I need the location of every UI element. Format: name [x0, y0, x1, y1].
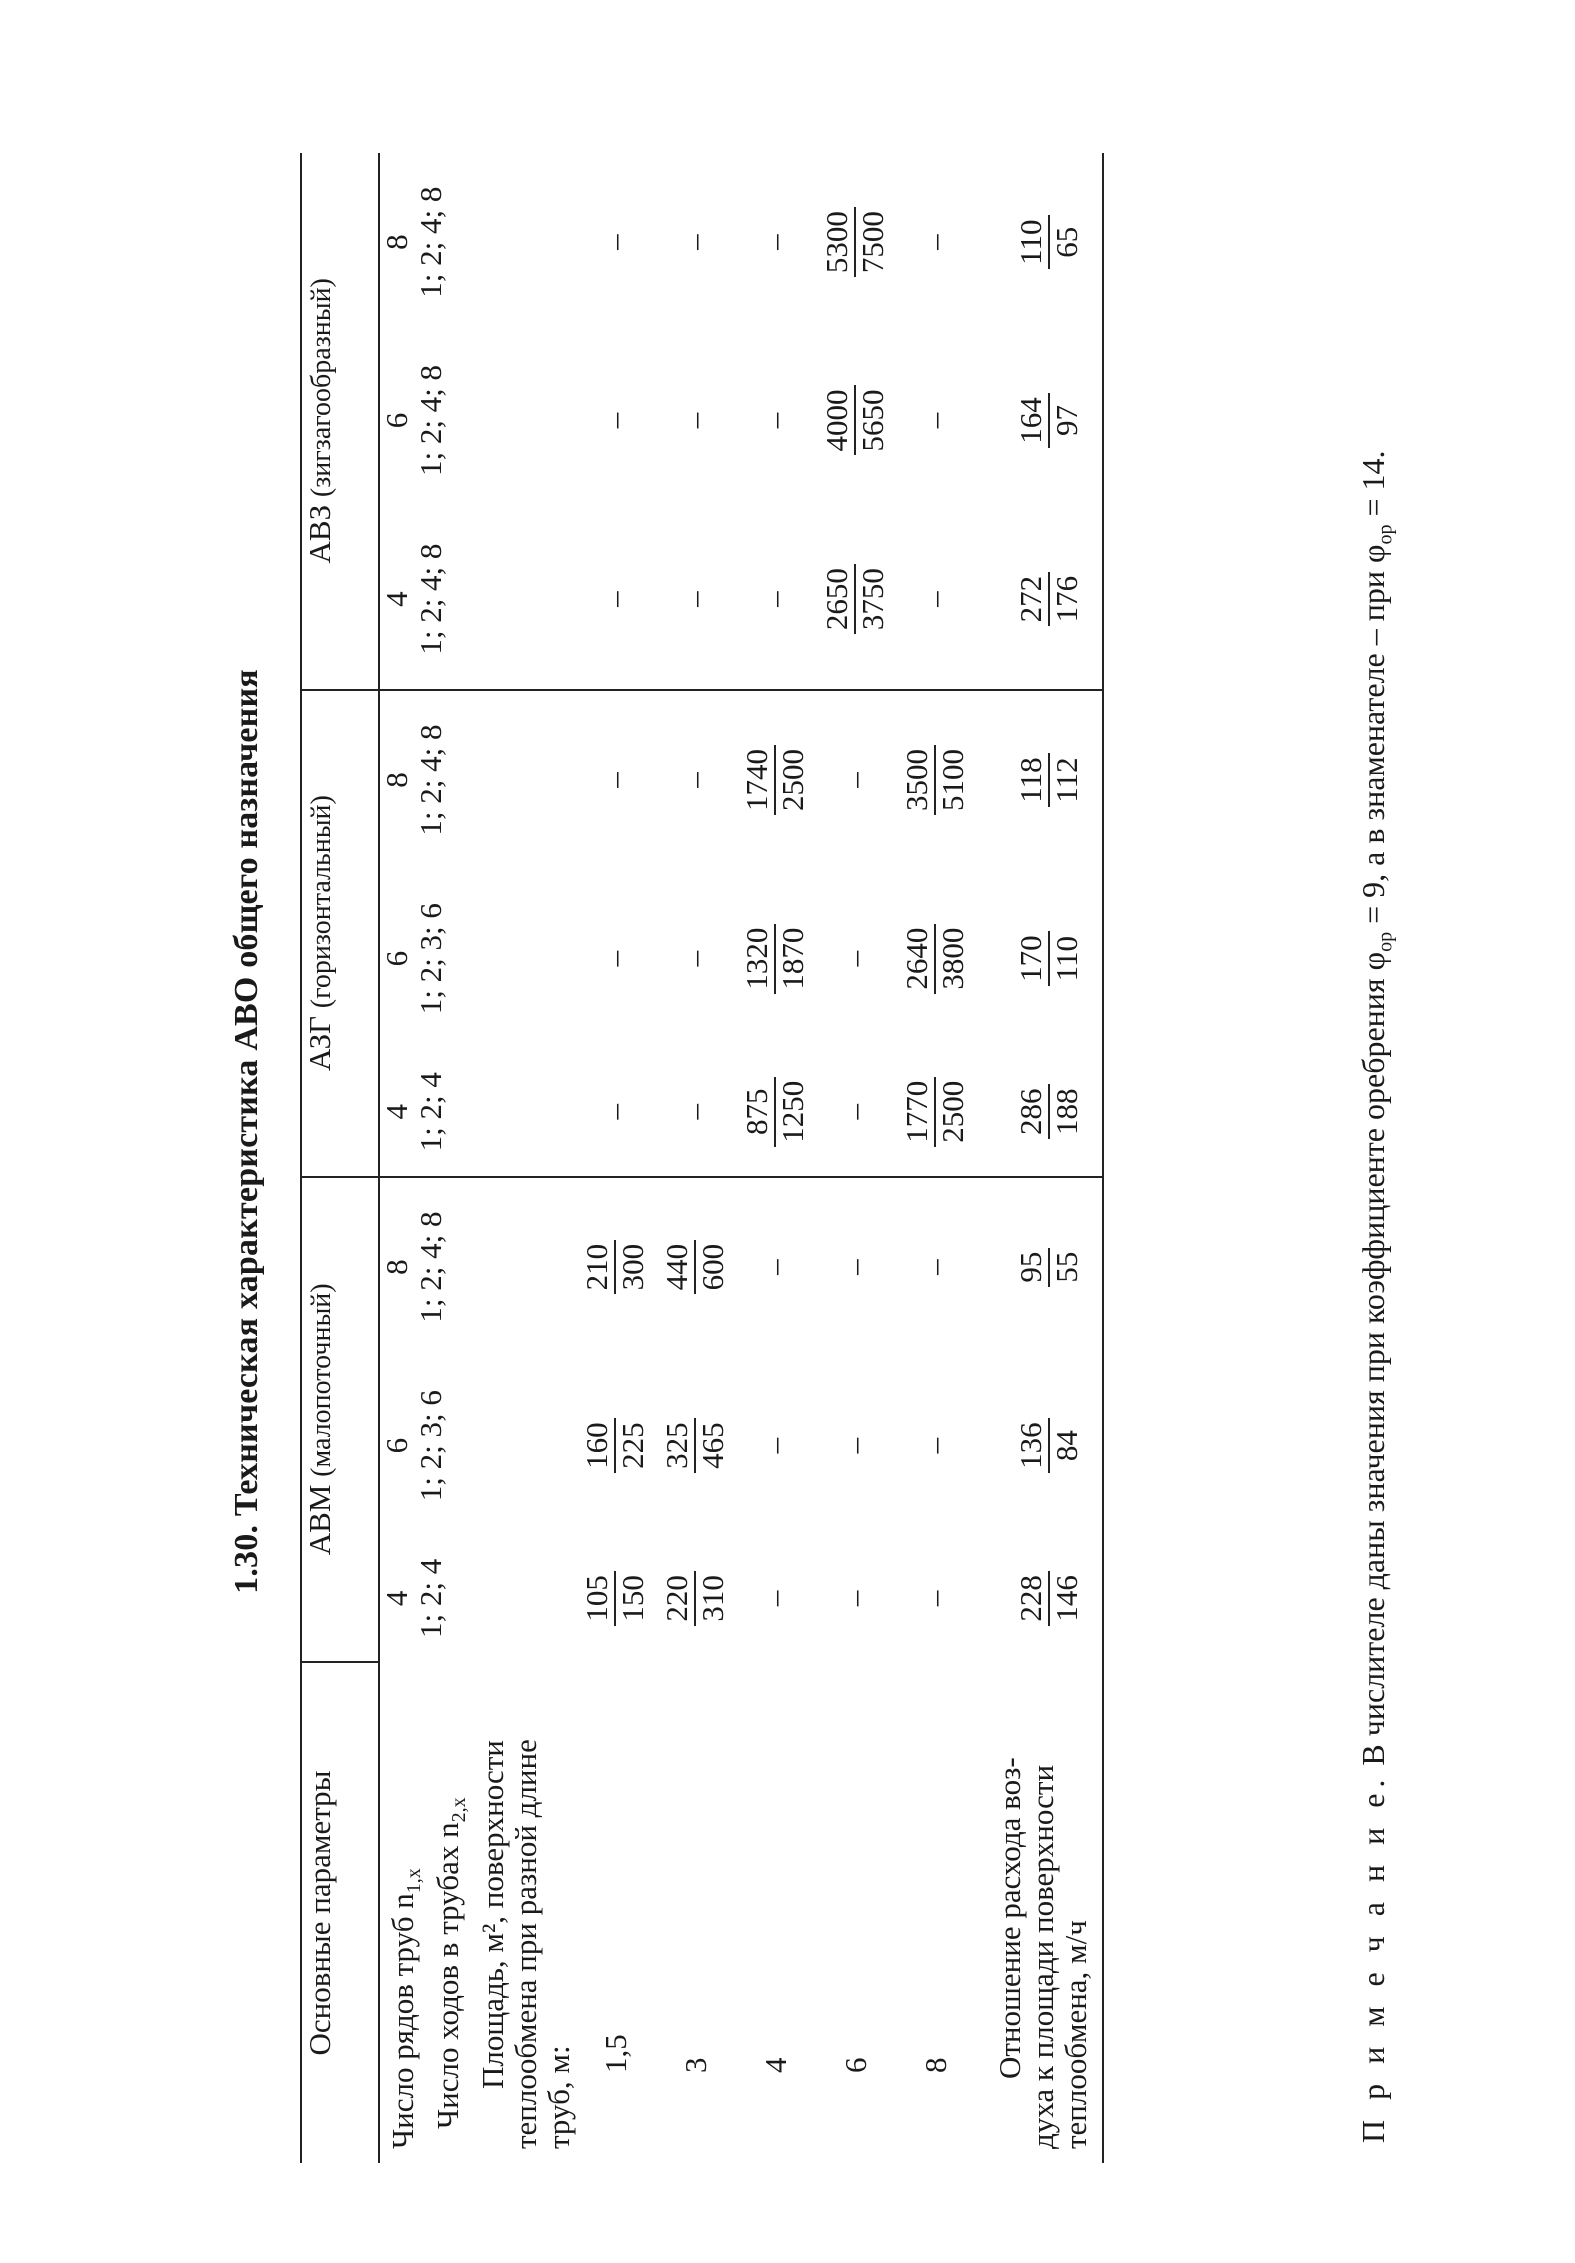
numerator: 1320	[740, 924, 776, 994]
col-header-3	[379, 1048, 575, 1177]
rows-count: 8	[379, 234, 414, 250]
value-cell	[735, 1177, 815, 1357]
value-cell	[975, 690, 1103, 870]
denominator: 188	[1049, 1088, 1085, 1135]
fraction	[1014, 1571, 1084, 1626]
value-cell	[575, 870, 655, 1048]
length-label: 8	[917, 2057, 953, 2073]
value-cell	[735, 1048, 815, 1177]
group-desc: (горизонтальный)	[306, 795, 337, 1009]
passes-list: 1; 2; 4; 8	[413, 724, 448, 836]
denominator: 225	[614, 1422, 650, 1469]
value-cell	[655, 1535, 735, 1662]
denominator: 2500	[934, 1080, 970, 1143]
denominator: 310	[694, 1575, 730, 1622]
ratio-label-line: теплообмена, м/ч	[1058, 1920, 1094, 2149]
value-cell	[575, 1177, 655, 1357]
spec-table	[300, 153, 1104, 2163]
param-header: Основные параметры	[301, 1662, 379, 2163]
group-header-avz	[301, 153, 379, 690]
value-cell	[575, 1357, 655, 1535]
numerator: 136	[1014, 1418, 1050, 1473]
rows-count: 4	[379, 1103, 414, 1120]
denominator: 146	[1049, 1575, 1085, 1622]
col-header-6	[379, 510, 575, 690]
fraction	[580, 1571, 650, 1626]
fraction	[1014, 1418, 1084, 1473]
value-cell	[815, 1535, 895, 1662]
col-header-8	[379, 153, 575, 331]
rows-count: 6	[379, 950, 414, 967]
dash-value: –	[677, 772, 713, 788]
passes-list: 1; 2; 4	[413, 1072, 448, 1152]
table-note	[1355, 123, 1397, 2143]
value-cell	[735, 510, 815, 690]
dash-value: –	[837, 1590, 873, 1607]
rows-label-sub: 1,x	[403, 1868, 426, 1894]
passes-label-text: Число ходов в трубах n	[430, 1822, 466, 2129]
numerator: 272	[1014, 572, 1050, 627]
rows-label	[386, 1662, 431, 2149]
group-name: АВМ	[302, 1484, 337, 1556]
group-name: АЗГ	[302, 1015, 337, 1072]
value-cell	[655, 1357, 735, 1535]
value-cell	[815, 331, 895, 509]
passes-list: 1; 2; 3; 6	[413, 903, 448, 1015]
dash-value: –	[837, 1437, 873, 1454]
fraction	[740, 1077, 810, 1147]
value-cell	[895, 510, 975, 690]
col-header-7	[379, 331, 575, 509]
value-cell	[975, 1177, 1103, 1357]
dash-value: –	[917, 1259, 953, 1275]
passes-label	[431, 1662, 476, 2149]
dash-value: –	[917, 234, 953, 250]
length-label: 3	[677, 2057, 713, 2073]
fraction	[1014, 931, 1084, 986]
fraction	[660, 1240, 730, 1295]
dash-value: –	[597, 772, 633, 788]
value-cell	[575, 510, 655, 690]
fraction	[1014, 1248, 1084, 1287]
value-cell	[735, 153, 815, 331]
fraction	[1014, 216, 1084, 269]
fraction	[660, 1418, 730, 1473]
dash-value: –	[677, 591, 713, 607]
value-cell	[815, 690, 895, 870]
value-cell	[655, 1048, 735, 1177]
area-label-1: Площадь, м², поверхности	[475, 1740, 511, 2089]
fraction	[1014, 572, 1084, 627]
value-cell	[895, 690, 975, 870]
dash-value: –	[757, 1437, 793, 1454]
note-text-2: = 9, а в знаменателе – при φ	[1355, 544, 1391, 924]
denominator: 5650	[854, 389, 890, 452]
length-row	[895, 153, 975, 2163]
dash-value: –	[917, 1437, 953, 1454]
denominator: 84	[1049, 1430, 1085, 1462]
length-row	[575, 153, 655, 2163]
note-text-3: = 14.	[1355, 450, 1391, 517]
denominator: 110	[1049, 935, 1085, 982]
value-cell	[815, 870, 895, 1048]
denominator: 65	[1049, 226, 1085, 258]
fraction	[820, 386, 890, 456]
length-label: 6	[837, 2057, 873, 2073]
note-sub: ор	[1374, 931, 1397, 952]
col-header-5	[379, 690, 575, 870]
area-label-3: труб, м:	[541, 2045, 577, 2149]
value-cell	[735, 870, 815, 1048]
numerator: 875	[740, 1077, 776, 1147]
group-name: АВЗ	[302, 504, 337, 564]
value-cell	[735, 690, 815, 870]
numerator: 440	[660, 1240, 696, 1295]
numerator: 210	[580, 1240, 616, 1295]
denominator: 3750	[854, 568, 890, 631]
numerator: 286	[1014, 1084, 1050, 1139]
value-cell	[575, 153, 655, 331]
dash-value: –	[837, 950, 873, 967]
value-cell	[575, 690, 655, 870]
dash-value: –	[917, 1590, 953, 1607]
fraction	[820, 207, 890, 277]
rows-count: 6	[379, 1437, 414, 1454]
rows-label-text: Число рядов труб n	[385, 1893, 420, 2149]
value-cell	[735, 1535, 815, 1662]
dash-value: –	[597, 950, 633, 967]
table-title: 1.30. Техническая характеристика АВО общего назначения	[228, 669, 265, 1594]
length-label: 1,5	[597, 2034, 633, 2073]
value-cell	[895, 1535, 975, 1662]
col-header-1	[379, 1357, 575, 1535]
rows-count: 8	[379, 772, 414, 788]
denominator: 300	[614, 1243, 650, 1291]
ratio-label-line: Отношение расхода воз-	[992, 1757, 1028, 2079]
value-cell	[575, 1048, 655, 1177]
value-cell	[975, 1048, 1103, 1177]
numerator: 160	[580, 1418, 616, 1473]
fraction	[660, 1571, 730, 1626]
rows-passes-row	[379, 153, 575, 2163]
rows-count: 8	[379, 1259, 414, 1275]
value-cell	[735, 1357, 815, 1535]
table-body	[379, 153, 1103, 2163]
dash-value: –	[757, 412, 793, 429]
fraction	[900, 924, 970, 994]
value-cell	[815, 153, 895, 331]
value-cell	[895, 331, 975, 509]
numerator: 5300	[820, 207, 856, 277]
dash-value: –	[837, 772, 873, 788]
ratio-label-line: духа к площади поверхности	[1025, 1764, 1061, 2149]
value-cell	[895, 1357, 975, 1535]
passes-list: 1; 2; 4; 8	[413, 543, 448, 655]
col-header-4	[379, 870, 575, 1048]
denominator: 1250	[774, 1080, 810, 1143]
denominator: 2500	[774, 749, 810, 812]
value-cell	[655, 690, 735, 870]
dash-value: –	[677, 234, 713, 250]
numerator: 2640	[900, 924, 936, 994]
value-cell	[975, 870, 1103, 1048]
note-sub-2: ор	[1374, 524, 1397, 545]
denominator: 55	[1049, 1251, 1085, 1283]
fraction	[740, 745, 810, 815]
denominator: 7500	[854, 211, 890, 274]
value-cell	[815, 510, 895, 690]
area-label-2: теплообмена при разной длине	[508, 1739, 544, 2149]
value-cell	[815, 1357, 895, 1535]
denominator: 150	[614, 1575, 650, 1622]
value-cell	[575, 1535, 655, 1662]
denominator: 112	[1049, 757, 1085, 803]
length-label: 4	[757, 2057, 793, 2073]
note-text: В числителе даны значения при коэффициенте оребрения φ	[1355, 951, 1391, 1766]
denominator: 176	[1049, 575, 1085, 623]
value-cell	[575, 331, 655, 509]
passes-list: 1; 2; 4; 8	[413, 186, 448, 298]
dash-value: –	[917, 591, 953, 607]
value-cell	[895, 1048, 975, 1177]
numerator: 95	[1014, 1248, 1050, 1287]
value-cell	[655, 153, 735, 331]
value-cell	[895, 870, 975, 1048]
numerator: 110	[1014, 216, 1050, 269]
ratio-row	[975, 153, 1103, 2163]
denominator: 600	[694, 1243, 730, 1291]
length-row	[655, 153, 735, 2163]
group-header-azg	[301, 690, 379, 1177]
value-cell	[735, 331, 815, 509]
col-header-2	[379, 1177, 575, 1357]
ratio-label	[975, 1662, 1103, 2163]
fraction	[1014, 393, 1084, 448]
rows-passes-label	[379, 1662, 575, 2163]
fraction	[580, 1418, 650, 1473]
value-cell	[655, 870, 735, 1048]
fraction	[740, 924, 810, 994]
group-desc: (зигзагообразный)	[306, 278, 337, 498]
denominator: 5100	[934, 749, 970, 812]
denominator: 97	[1049, 405, 1085, 436]
dash-value: –	[757, 1259, 793, 1275]
dash-value: –	[837, 1103, 873, 1120]
dash-value: –	[597, 412, 633, 429]
rows-count: 6	[379, 412, 414, 429]
rows-count: 4	[379, 1590, 414, 1607]
fraction	[580, 1240, 650, 1295]
denominator: 1870	[774, 927, 810, 990]
dash-value: –	[597, 591, 633, 607]
value-cell	[975, 331, 1103, 509]
group-desc: (малопоточный)	[306, 1283, 337, 1477]
rows-count: 4	[379, 591, 414, 607]
length-row	[735, 153, 815, 2163]
value-cell	[655, 331, 735, 509]
dash-value: –	[917, 412, 953, 429]
fraction	[1014, 1084, 1084, 1139]
numerator: 3500	[900, 745, 936, 815]
numerator: 118	[1014, 753, 1050, 806]
dash-value: –	[677, 950, 713, 967]
col-header-0	[379, 1535, 575, 1662]
dash-value: –	[597, 234, 633, 250]
passes-list: 1; 2; 4; 8	[413, 364, 448, 477]
numerator: 1770	[900, 1077, 936, 1147]
group-header-avm	[301, 1177, 379, 1662]
dash-value: –	[597, 1103, 633, 1120]
value-cell	[975, 153, 1103, 331]
numerator: 220	[660, 1571, 696, 1626]
fraction	[820, 564, 890, 634]
numerator: 1740	[740, 745, 776, 815]
denominator: 465	[694, 1422, 730, 1469]
value-cell	[975, 510, 1103, 690]
dash-value: –	[757, 234, 793, 250]
value-cell	[895, 1177, 975, 1357]
note-heading: П р и м е ч а н и е.	[1355, 1773, 1391, 2143]
passes-list: 1; 2; 3; 6	[413, 1390, 448, 1502]
numerator: 2650	[820, 564, 856, 634]
value-cell	[975, 1535, 1103, 1662]
numerator: 228	[1014, 1571, 1050, 1626]
dash-value: –	[757, 591, 793, 607]
dash-value: –	[757, 1590, 793, 1607]
numerator: 325	[660, 1418, 696, 1473]
passes-list: 1; 2; 4	[413, 1558, 448, 1639]
value-cell	[975, 1357, 1103, 1535]
dash-value: –	[837, 1259, 873, 1275]
value-cell	[655, 510, 735, 690]
numerator: 105	[580, 1571, 616, 1626]
value-cell	[815, 1177, 895, 1357]
dash-value: –	[677, 1103, 713, 1120]
fraction	[900, 1077, 970, 1147]
numerator: 164	[1014, 393, 1050, 448]
length-row	[815, 153, 895, 2163]
value-cell	[895, 153, 975, 331]
value-cell	[655, 1177, 735, 1357]
value-cell	[815, 1048, 895, 1177]
passes-list: 1; 2; 4; 8	[413, 1211, 448, 1323]
fraction	[900, 745, 970, 815]
denominator: 3800	[934, 927, 970, 990]
dash-value: –	[677, 412, 713, 429]
passes-label-sub: 2,x	[448, 1797, 471, 1823]
numerator: 170	[1014, 931, 1050, 986]
numerator: 4000	[820, 386, 856, 456]
fraction	[1014, 753, 1084, 806]
